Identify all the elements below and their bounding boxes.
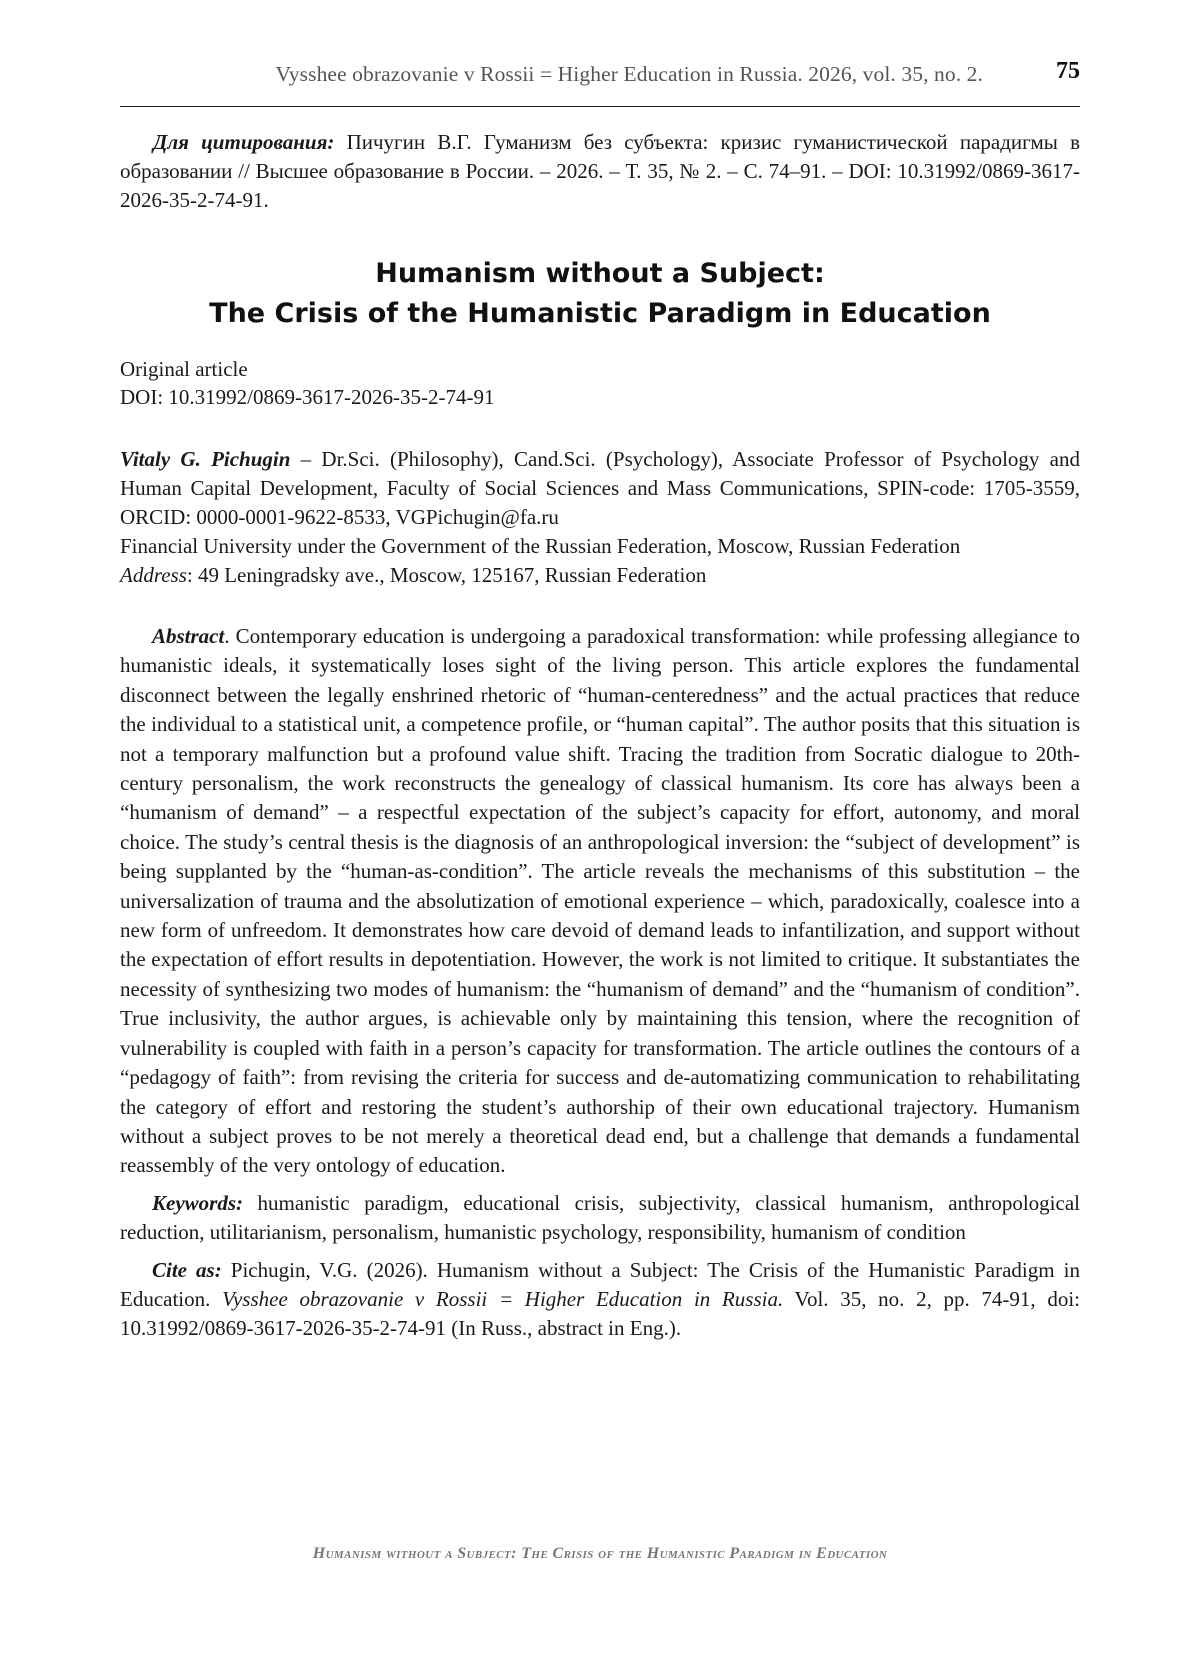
abstract-label: Abstract bbox=[152, 624, 225, 648]
cite-as-journal: Vysshee obrazovanie v Rossii = Higher Education in Russia. bbox=[222, 1286, 784, 1311]
article-doi: DOI: 10.31992/0869-3617-2026-35-2-74-91 bbox=[120, 385, 495, 409]
citation-russian bbox=[120, 128, 1080, 215]
page-number: 75 bbox=[1056, 58, 1080, 84]
citation-label: Для цитирования: bbox=[153, 130, 335, 154]
address-label: Address bbox=[120, 563, 187, 587]
abstract-section bbox=[120, 622, 1080, 1352]
citation-text: Пичугин В.Г. Гуманизм без субъекта: кризис гуманистической парадигмы в образовании // Высшее образование в России. – 2026. – Т. 35, № 2. – С. 74–91. – DOI: 10.31992/0869-3617-2026-35-2-74-91. bbox=[120, 130, 1080, 212]
author-address bbox=[120, 561, 1080, 590]
cite-as-details: Vol. 35, no. 2, pp. 74-91, doi: 10.31992/0869-3617-2026-35-2-74-91 (In Russ., abstract in Eng.). bbox=[120, 1286, 1081, 1341]
title-line-2: The Crisis of the Humanistic Paradigm in Education bbox=[209, 298, 991, 329]
cite-as-text: Pichugin, V.G. (2026). Humanism without a Subject: The Crisis of the Humanistic Paradigm in Education. bbox=[120, 1257, 1080, 1311]
article-type: Original article bbox=[120, 357, 248, 381]
cite-as-label: Cite as: bbox=[152, 1257, 222, 1282]
author-affiliation: Financial University under the Government of the Russian Federation, Moscow, Russian Federation bbox=[120, 534, 961, 558]
abstract-paragraph bbox=[120, 622, 1080, 1181]
author-name: Vitaly G. Pichugin bbox=[120, 447, 291, 471]
journal-name: Vysshee obrazovanie v Rossii = Higher Education in Russia. 2026, vol. 35, no. 2. bbox=[275, 62, 983, 86]
keywords-paragraph bbox=[120, 1189, 1080, 1248]
keywords-label: Keywords: bbox=[152, 1190, 243, 1215]
abstract-text: . Contemporary education is undergoing a paradoxical transformation: while professing allegiance to humanistic ideals, it systematically loses sight of the living person. This article explores the fundamental disconnect between the legally enshrined rhetoric of “human-centeredness” and the actual practices that reduce the individual to a statistical unit, a competence profile, or “human capital”. The author posits that this situation is not a temporary malfunction but a profound value shift. Tracing the tradition from Socratic dialogue to 20th-century personalism, the work reconstructs the genealogy of classical humanism. Its core has always been a “humanism of demand” – a respectful expectation of the subject’s capacity for effort, autonomy, and moral choice. The study’s central thesis is the diagnosis of an anthropological inversion: the “subject of development” is being supplanted by the “human-as-condition”. The article reveals the mechanisms of this substitution – the universalization of trauma and the absolutization of emotional experience – which, paradoxically, coalesce into a new form of unfreedom. It demonstrates how care devoid of demand leads to infantilization, and support without the expectation of effort results in depotentiation. However, the work is not limited to critique. It substantiates the necessity of synthesizing two modes of humanism: the “humanism of demand” and the “humanism of condition”. True inclusivity, the author argues, is achievable only by maintaining this tension, where the recognition of vulnerability is coupled with faith in a person’s capacity for transformation. The article outlines the contours of a “pedagogy of faith”: from revising the criteria for success and de-automatizing communication to rehabilitating the category of effort and restoring the student’s authorship of their own educational trajectory. Humanism without a subject proves to be not merely a theoretical dead end, but a challenge that demands a fundamental reassembly of the very ontology of education. bbox=[120, 624, 1080, 1178]
author-block bbox=[120, 445, 1080, 590]
article-title bbox=[120, 254, 1080, 334]
running-footer: Humanism without a Subject: The Crisis of the Humanistic Paradigm in Education bbox=[312, 1545, 888, 1562]
running-header bbox=[120, 58, 1080, 107]
article-meta bbox=[120, 355, 1080, 411]
address-text: : 49 Leningradsky ave., Moscow, 125167, Russian Federation bbox=[186, 563, 707, 587]
title-line-1: Humanism without a Subject: bbox=[375, 258, 825, 289]
cite-as-paragraph bbox=[120, 1256, 1080, 1344]
author-details: – Dr.Sci. (Philosophy), Cand.Sci. (Psychology), Associate Professor of Psychology and Human Capital Development, Faculty of Social Sciences and Mass Communications, SPIN-code: 1705-3559, ORCID: 0000-0001-9622-8533, VGPichugin@fa.ru bbox=[120, 447, 1080, 529]
keywords-text: humanistic paradigm, educational crisis, subjectivity, classical humanism, anthropological reduction, utilitarianism, personalism, humanistic psychology, responsibility, humanism of condition bbox=[120, 1190, 1080, 1245]
